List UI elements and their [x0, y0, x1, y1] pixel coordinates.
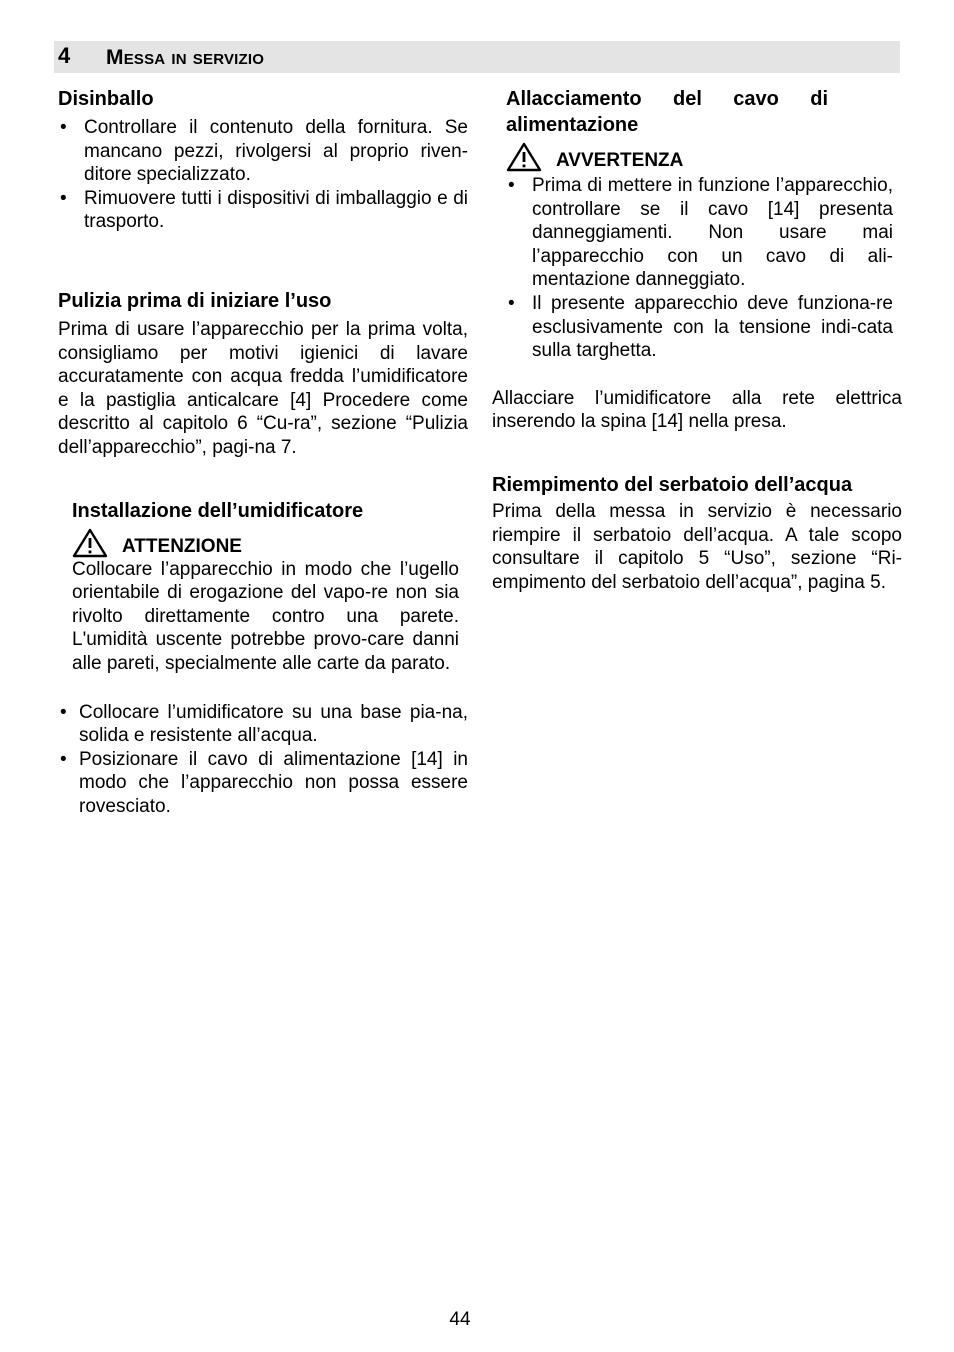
- right-column: [492, 86, 902, 594]
- section-tank: [492, 472, 902, 594]
- warning-label: AVVERTENZA: [556, 150, 684, 171]
- left-column: [58, 86, 468, 818]
- installation-list: [58, 701, 468, 819]
- list-item: • Posizionare il cavo di alimentazione [14] in modo che l’apparecchio non possa essere rovesciato.: [58, 748, 468, 819]
- power-heading: Allacciamento del cavo di alimentazione: [506, 88, 828, 136]
- unpacking-heading: Disinballo: [58, 88, 154, 110]
- power-warning: [506, 138, 893, 172]
- list-item: • Collocare l’umidificatore su una base pia-na, solida e resistente all’acqua.: [58, 701, 468, 748]
- list-item: • Rimuovere tutti i dispositivi di imballaggio e di trasporto.: [58, 187, 468, 234]
- warning-triangle-icon: [506, 142, 542, 172]
- power-list: [506, 174, 893, 363]
- cleaning-text: Prima di usare l’apparecchio per la prima volta, consigliamo per motivi igienici di lavare accuratamente con acqua fredda l’umidificatore e la pastiglia anticalcare [4] Procedere come descritto al capitolo 6 “Cu-ra”, sezione “Pulizia dell’apparecchio”, pagi-na 7.: [58, 318, 468, 458]
- tank-text: Prima della messa in servizio è necessario riempire il serbatoio dell’acqua. A tale scopo consultare il capitolo 5 “Uso”, sezione “Ri-empimento del serbatoio dell’acqua”, pagina 5.: [492, 500, 902, 593]
- list-item: • Prima di mettere in funzione l’apparecchio, controllare se il cavo [14] presenta danneggiamenti. Non usare mai l’apparecchio con un cavo di ali-mentazione danneggiato.: [506, 174, 893, 292]
- warning-triangle-icon: [72, 528, 108, 558]
- chapter-number: 4: [58, 43, 71, 68]
- chapter-title: Messa in servizio: [106, 46, 265, 69]
- section-unpacking: [58, 86, 468, 234]
- installation-warning-text: Collocare l’apparecchio in modo che l’ugello orientabile di erogazione del vapo-re non sia rivolto direttamente contro una parete. L'umidità uscente potrebbe provo-care danni alle pareti, specialmente alle carte da parato.: [72, 558, 459, 674]
- warning-label: ATTENZIONE: [122, 535, 242, 557]
- installation-warning: [72, 524, 459, 558]
- list-item: • Controllare il contenuto della fornitura. Se mancano pezzi, rivolgersi al proprio riven-ditore specializzato.: [58, 116, 468, 187]
- page-number: 44: [449, 1309, 471, 1330]
- section-cleaning: [58, 288, 468, 460]
- unpacking-list: [58, 116, 468, 234]
- list-item: • Il presente apparecchio deve funziona-re esclusivamente con la tensione indi-cata sulla targhetta.: [506, 292, 893, 363]
- power-text: Allacciare l’umidificatore alla rete elettrica inserendo la spina [14] nella presa.: [492, 387, 902, 433]
- tank-heading: Riempimento del serbatoio dell’acqua: [492, 473, 853, 496]
- section-power-cable: [492, 86, 902, 434]
- cleaning-heading: Pulizia prima di iniziare l’uso: [58, 289, 332, 312]
- installation-heading: Installazione dell’umidificatore: [72, 499, 364, 522]
- chapter-header: [54, 41, 900, 73]
- section-installation: [58, 498, 468, 819]
